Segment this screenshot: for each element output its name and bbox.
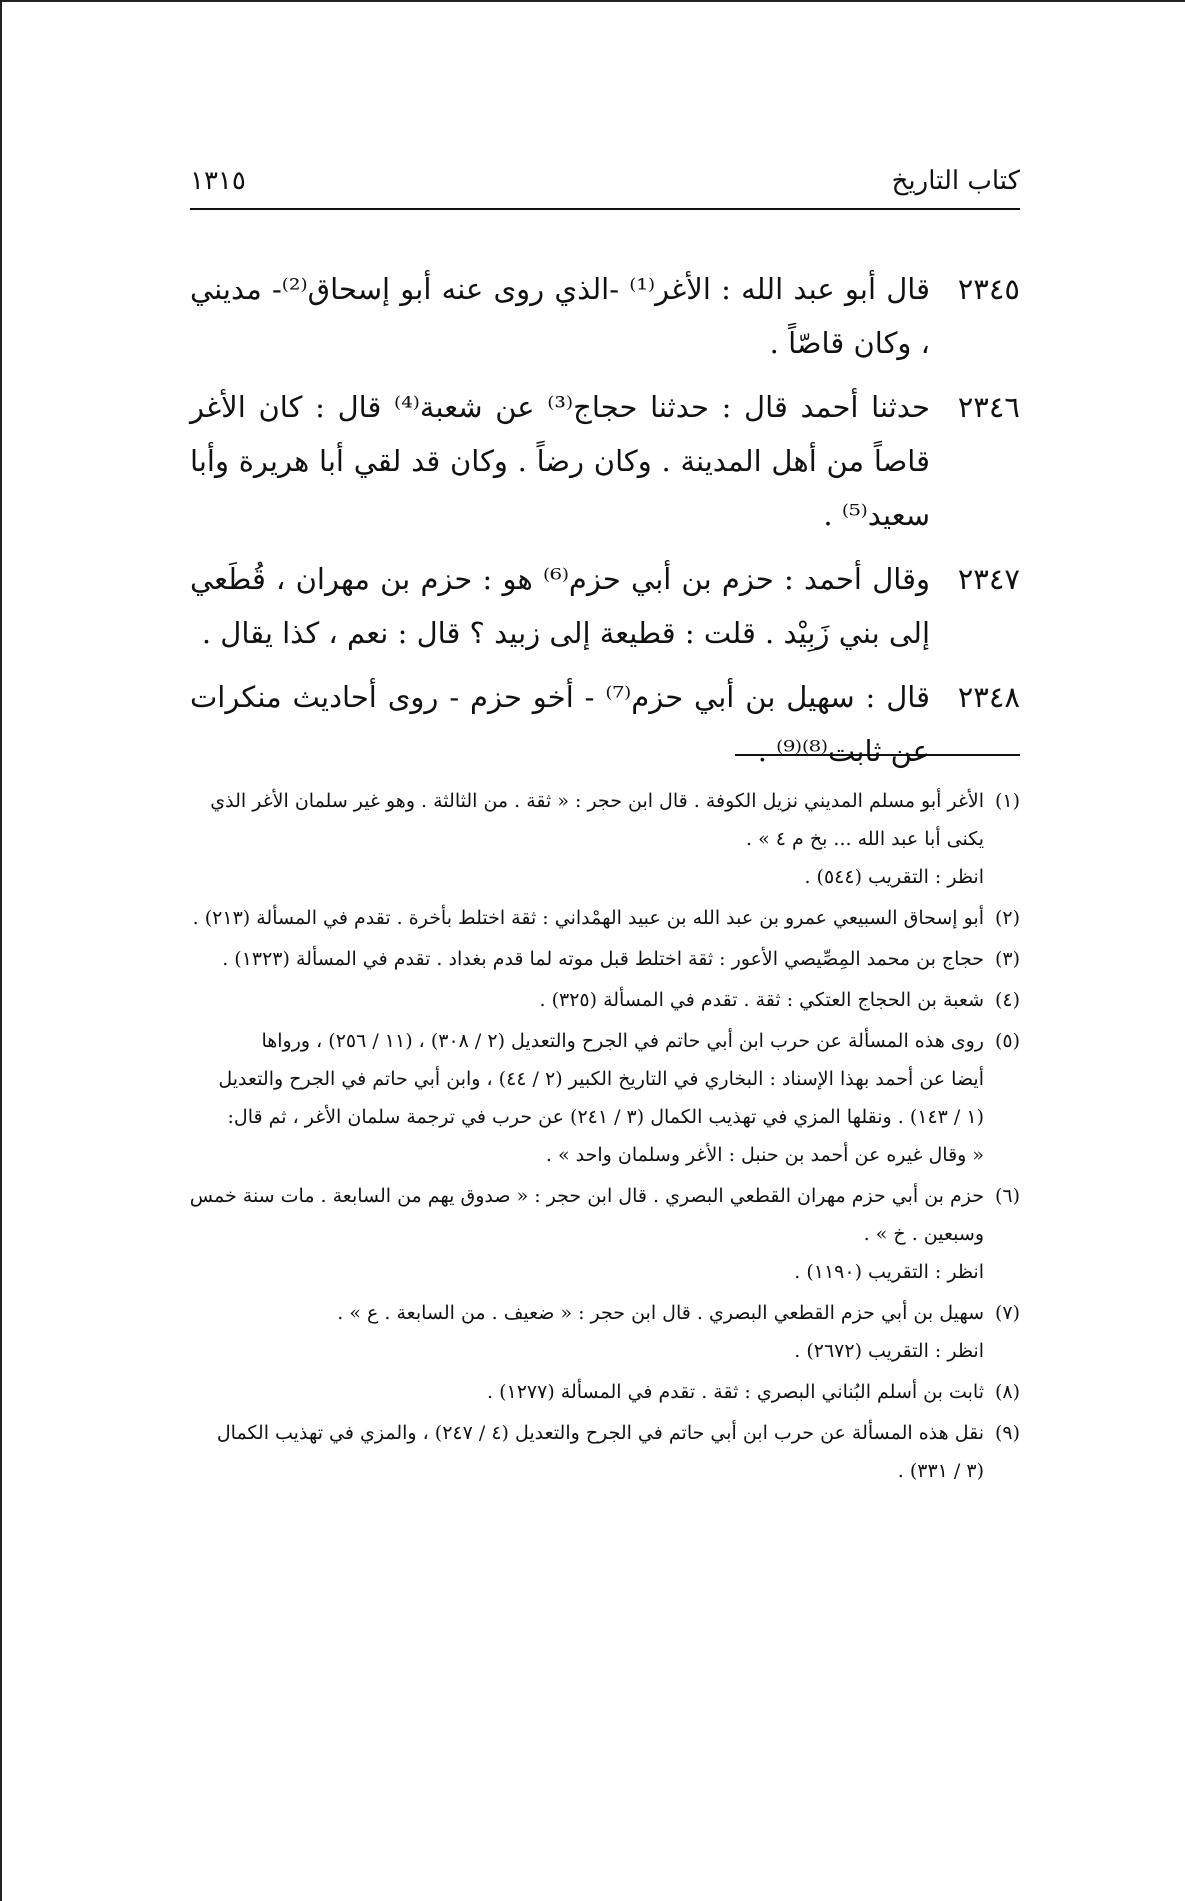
footnote [180,782,1020,896]
entry [190,670,1020,778]
footnote-marker: (٨) [994,1381,1020,1403]
page-number: ١٣١٥ [190,166,246,196]
entry-number: ٢٣٤٧ [957,562,1020,596]
footnote-marker: (٤) [994,989,1020,1011]
footnote-marker: (٢) [994,907,1020,929]
footnote-line: يكنى أبا عبد الله ... بخ م ٤ » . [746,828,984,850]
footnote-line: (١ / ١٤٣) . ونقلها المزي في تهذيب الكمال (٣ / ٢٤١) عن حرب في ترجمة سلمان الأغر ، ثم قال: [227,1106,984,1128]
footnote [180,1414,1020,1490]
footnote [180,940,1020,978]
footnote-line: « وقال غيره عن أحمد بن حنبل : الأغر وسلمان واحد » . [545,1144,984,1166]
entry-text: قال أبو عبد الله : الأغر⁽¹⁾ -الذي روى عنه أبو إسحاق⁽²⁾- مديني ، وكان قاصّاً . [190,272,931,360]
footnote-line: سهيل بن أبي حزم القطعي البصري . قال ابن حجر : « ضعيف . من السابعة . ع » . [337,1302,984,1324]
entry [190,380,1020,542]
book-title: كتاب التاريخ [891,166,1020,196]
footnotes [180,782,1020,1493]
footnote-line: الأغر أبو مسلم المديني نزيل الكوفة . قال ابن حجر : « ثقة . من الثالثة . وهو غير سلمان الأغر الذي [210,790,984,812]
footnote [180,981,1020,1019]
footnote [180,899,1020,937]
footnote-line: أيضا عن أحمد بهذا الإسناد : البخاري في التاريخ الكبير (٢ / ٤٤) ، وابن أبي حاتم في الجرح والتعديل [218,1068,984,1090]
footnote-marker: (٦) [994,1185,1020,1207]
entry-number: ٢٣٤٨ [957,680,1020,714]
footnote-line: (٣ / ٣٣١) . [897,1460,984,1482]
footnote-marker: (٩) [994,1422,1020,1444]
entries [190,262,1020,788]
footnote-line: روى هذه المسألة عن حرب ابن أبي حاتم في الجرح والتعديل (٢ / ٣٠٨) ، (١١ / ٢٥٦) ، ورواها [261,1030,984,1052]
running-header [190,162,1020,210]
footnote [180,1294,1020,1370]
entry-text: قال : سهيل بن أبي حزم⁽⁷⁾ - أخو حزم - روى أحاديث منكرات عن ثابت⁽⁸⁾⁽⁹⁾ . [190,680,930,768]
footnote-line: انظر : التقريب (٢٦٧٢) . [794,1340,984,1362]
footnote-marker: (٧) [994,1302,1020,1324]
footnote-marker: (٥) [994,1030,1020,1052]
footnote-line: شعبة بن الحجاج العتكي : ثقة . تقدم في المسألة (٣٢٥) . [539,989,984,1011]
footnote [180,1022,1020,1174]
entry-number: ٢٣٤٥ [957,272,1020,306]
entry [190,552,1020,660]
entry-text: حدثنا أحمد قال : حدثنا حجاج⁽³⁾ عن شعبة⁽⁴⁾ قال : كان الأغر قاصاً من أهل المدينة . وكان رضاً . وكان قد لقي أبا هريرة وأبا سعيد⁽⁵⁾ . [190,390,930,532]
footnote-line: ثابت بن أسلم البُناني البصري : ثقة . تقدم في المسألة (١٢٧٧) . [486,1381,984,1403]
footnote-line: نقل هذه المسألة عن حرب ابن أبي حاتم في الجرح والتعديل (٤ / ٢٤٧) ، والمزي في تهذيب الكمال [216,1422,984,1444]
entry-text: وقال أحمد : حزم بن أبي حزم⁽⁶⁾ هو : حزم بن مهران ، قُطَعي إلى بني زَبِيْد . قلت : قطيعة إلى زبيد ؟ قال : نعم ، كذا يقال . [190,562,930,650]
entry [190,262,1020,370]
footnote-marker: (٣) [994,948,1020,970]
footnote [180,1373,1020,1411]
footnote-line: أبو إسحاق السبيعي عمرو بن عبد الله بن عبيد الهمْداني : ثقة اختلط بأخرة . تقدم في المسألة (٢١٣) . [192,907,984,929]
footnote-separator [735,754,1020,756]
footnote-marker: (١) [994,790,1020,812]
footnote-line: انظر : التقريب (١١٩٠) . [794,1261,984,1283]
footnote [180,1177,1020,1291]
footnote-line: وسبعين . خ » . [863,1223,984,1245]
footnote-line: حزم بن أبي حزم مهران القطعي البصري . قال ابن حجر : « صدوق يهم من السابعة . مات سنة خمس [189,1185,984,1207]
footnote-line: حجاج بن محمد المِصِّيصي الأعور : ثقة اختلط قبل موته لما قدم بغداد . تقدم في المسألة (١٣٢٣) . [222,948,984,970]
entry-number: ٢٣٤٦ [957,390,1020,424]
footnote-line: انظر : التقريب (٥٤٤) . [804,866,984,888]
